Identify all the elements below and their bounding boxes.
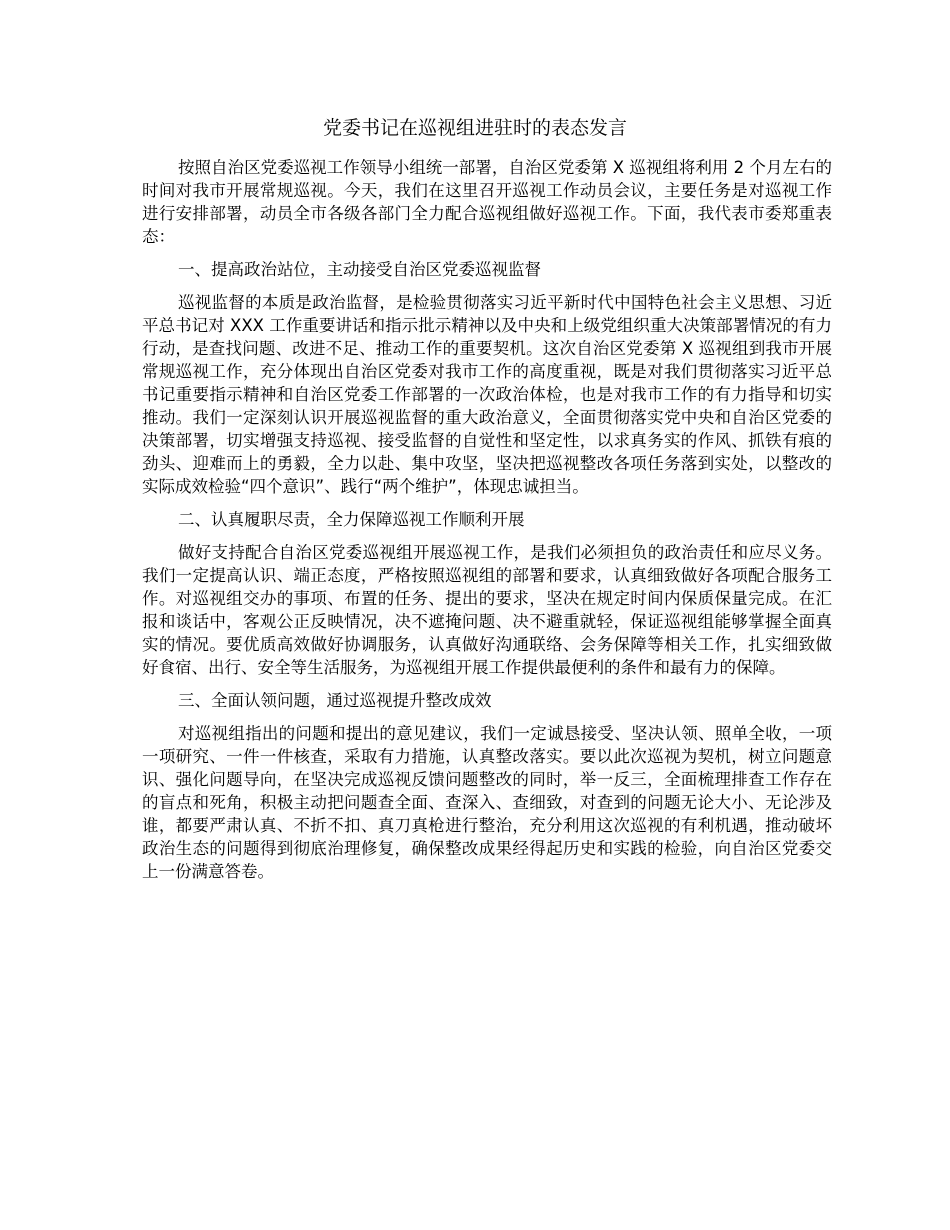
document-title: 党委书记在巡视组进驻时的表态发言 [322, 117, 627, 139]
section-heading-1: 一、提高政治站位，主动接受自治区党委巡视监督 [178, 260, 541, 279]
paragraph-section-3: 对巡视组指出的问题和提出的意见建议，我们一定诚恳接受、坚决认领、照单全收，一项一项研究、一件一件核查，采取有力措施，认真整改落实。要以此次巡视为契机，树立问题意识、强化问题导向，在坚决完成巡视反馈问题整改的同时，举一反三，全面梳理排查工作存在的盲点和死角，积极主动把问题查全面、查深入、查细致，对查到的问题无论大小、无论涉及谁，都要严肃认真、不折不扣、真刀真枪进行整治，充分利用这次巡视的有利机遇，推动破坏政治生态的问题得到彻底治理修复，确保整改成果经得起历史和实践的检验，向自治区党委交上一份满意答卷。 [142, 724, 832, 881]
paragraph-section-2: 做好支持配合自治区党委巡视组开展巡视工作，是我们必须担负的政治责任和应尽义务。我们一定提高认识、端正态度，严格按照巡视组的部署和要求，认真细致做好各项配合服务工作。对巡视组交办的事项、布置的任务、提出的要求，坚决在规定时间内保质保量完成。在汇报和谈话中，客观公正反映情况，决不遮掩问题、决不避重就轻，保证巡视组能够掌握全面真实的情况。要优质高效做好协调服务，认真做好沟通联络、会务保障等相关工作，扎实细致做好食宿、出行、安全等生活服务，为巡视组开展工作提供最便利的条件和最有力的保障。 [142, 543, 832, 677]
paragraph-section-1: 巡视监督的本质是政治监督，是检验贯彻落实习近平新时代中国特色社会主义思想、习近平总书记对 XXX 工作重要讲话和指示批示精神以及中央和上级党组织重大决策部署情况的有力行动，是查找问题、改进不足、推动工作的重要契机。这次自治区党委第 X 巡视组到我市开展常规巡视工作，充分体现出自治区党委对我市工作的高度重视，既是对我们贯彻落实习近平总书记重要指示精神和自治区党委工作部署的一次政治体检，也是对我市工作的有力指导和切实推动。我们一定深刻认识开展巡视监督的重大政治意义，全面贯彻落实党中央和自治区党委的决策部署，切实增强支持巡视、接受监督的自觉性和坚定性，以求真务实的作风、抓铁有痕的劲头、迎难而上的勇毅，全力以赴、集中攻坚，坚决把巡视整改各项任务落到实处，以整改的实际成效检验“四个意识”、践行“两个维护”，体现忠诚担当。 [142, 293, 832, 496]
section-heading-2: 二、认真履职尽责，全力保障巡视工作顺利开展 [178, 510, 525, 529]
section-heading-3: 三、全面认领问题，通过巡视提升整改成效 [178, 691, 492, 710]
paragraph-intro: 按照自治区党委巡视工作领导小组统一部署，自治区党委第 X 巡视组将利用 2 个月左右的时间对我市开展常规巡视。今天，我们在这里召开巡视工作动员会议，主要任务是对巡视工作进行安排部署，动员全市各级各部门全力配合巡视组做好巡视工作。下面，我代表市委郑重表态： [142, 158, 832, 246]
document-body [142, 156, 832, 883]
